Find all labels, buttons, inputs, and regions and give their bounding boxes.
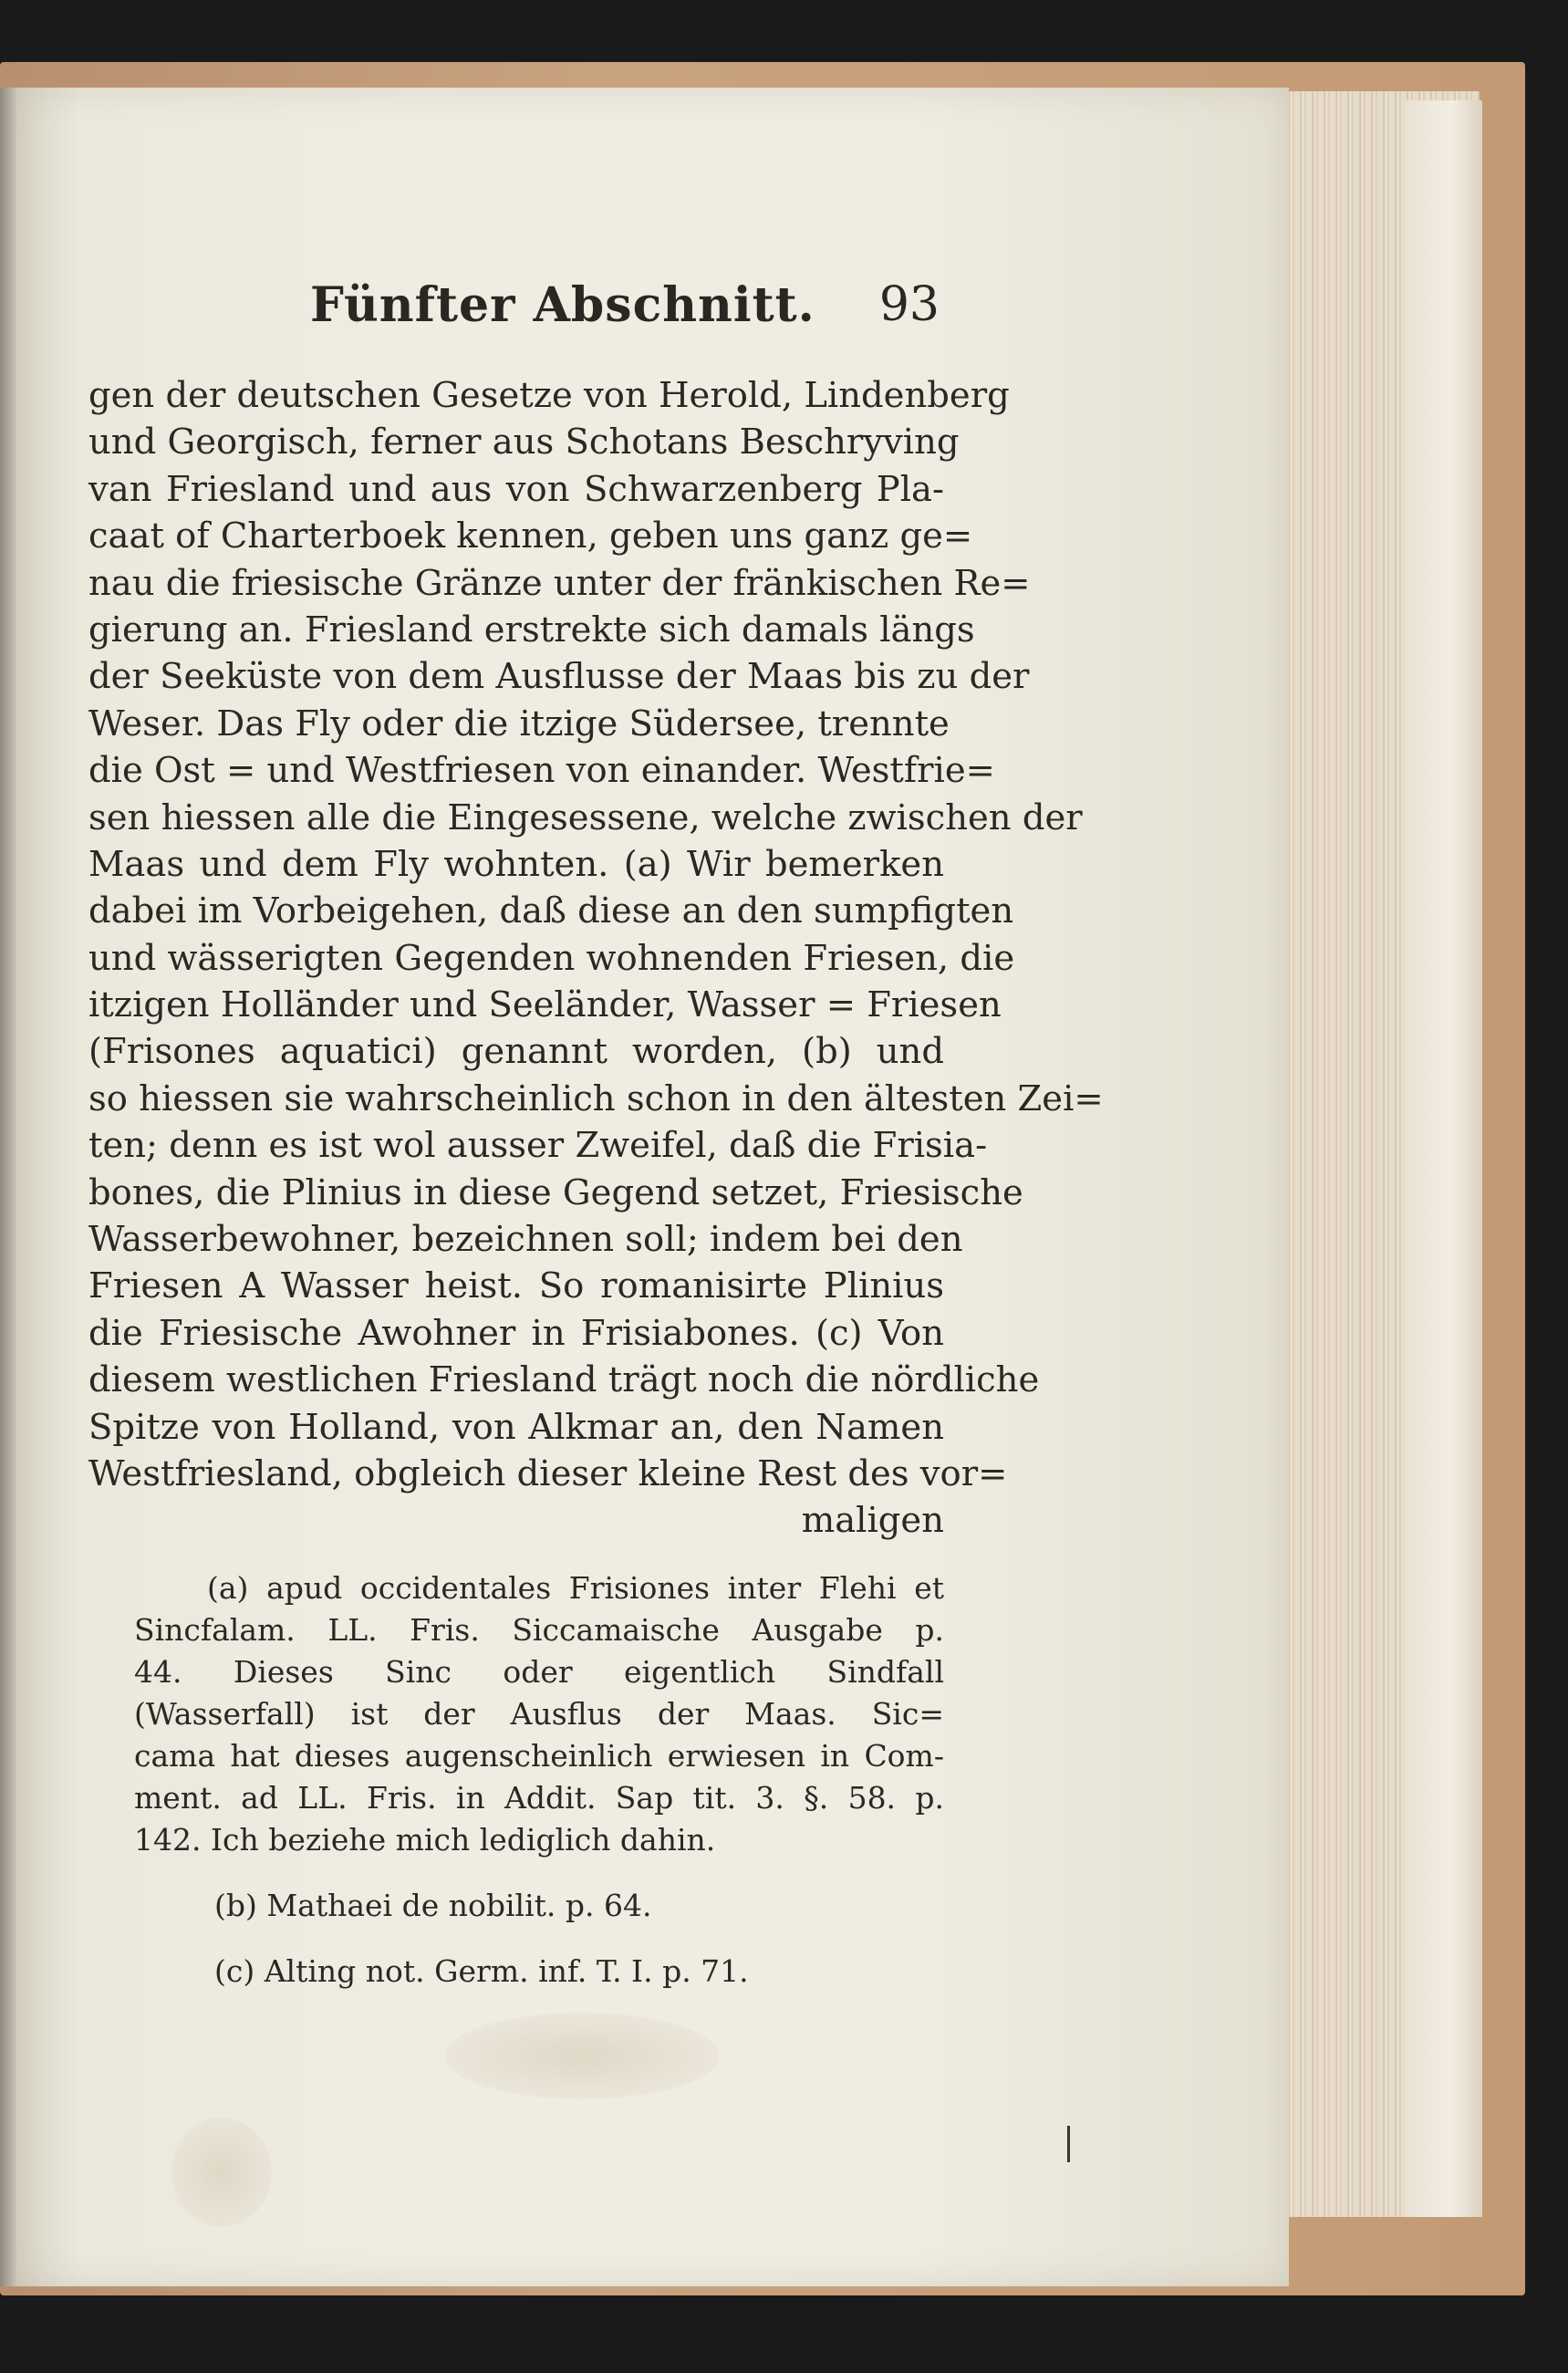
text-line: caat of Charterboek kennen, geben uns ganz ge= (88, 515, 973, 557)
text-line: die Ost = und Westfriesen von einander. Westfrie= (88, 750, 995, 792)
text-line: itzigen Holländer und Seeländer, Wasser = Friesen (88, 984, 1002, 1026)
footnote-line: cama hat dieses augenscheinlich erwiesen in Com- (134, 1738, 944, 1774)
text-line: dabei im Vorbeigehen, daß diese an den sumpfigten (88, 890, 1014, 932)
footnote-line: Sincfalam. LL. Fris. Siccamaische Ausgabe p. (134, 1612, 944, 1648)
text-line: Wasserbewohner, bezeichnen soll; indem bei den (88, 1219, 963, 1261)
text-line: (Frisones aquatici) genannt worden, (b) und (88, 1031, 944, 1073)
running-title: Fünfter Abschnitt. (310, 277, 815, 333)
paper-stain (445, 2013, 719, 2099)
body-text (88, 372, 1104, 1545)
footnote-line: 44. Dieses Sinc oder eigentlich Sindfall (134, 1654, 944, 1690)
text-line: der Seeküste von dem Ausflusse der Maas bis zu der (88, 656, 1030, 698)
text-line: sen hiessen alle die Eingesessene, welche zwischen der (88, 796, 1083, 838)
text-line: gierung an. Friesland erstrekte sich damals längs (88, 609, 975, 650)
footnote-line: ment. ad LL. Fris. in Addit. Sap tit. 3. §. 58. p. (134, 1780, 944, 1816)
text-line: Weser. Das Fly oder die itzige Südersee, trennte (88, 703, 950, 744)
text-line: Spitze von Holland, von Alkmar an, den Namen (88, 1406, 944, 1448)
footnote-a (134, 1567, 944, 1861)
paper-stain (171, 2118, 272, 2227)
text-line: und wässerigten Gegenden wohnenden Friesen, die (88, 937, 1015, 979)
footnote-line: (Wasserfall) ist der Ausflus der Maas. Sic= (134, 1696, 944, 1732)
text-line: Maas und dem Fly wohnten. (a) Wir bemerken (88, 843, 944, 885)
page-header (310, 277, 940, 359)
text-line: bones, die Plinius in diese Gegend setzet, Friesische (88, 1171, 1023, 1213)
text-line: ten; denn es ist wol ausser Zweifel, daß die Frisia- (88, 1125, 988, 1167)
facing-page-edge (0, 88, 16, 2286)
text-line: Friesen A Wasser heist. So romanisirte Plinius (88, 1265, 944, 1307)
footnote-c: (c) Alting not. Germ. inf. T. I. p. 71. (214, 1953, 749, 1989)
text-line: so hiessen sie wahrscheinlich schon in den ältesten Zei= (88, 1077, 1104, 1119)
footnote-line: (a) apud occidentales Frisiones inter Flehi et (207, 1570, 944, 1606)
footnotes (134, 1567, 944, 1993)
text-line: diesem westlichen Friesland trägt noch die nördliche (88, 1359, 1040, 1401)
pencil-mark (1067, 2126, 1070, 2162)
text-line: nau die friesische Gränze unter der fränkischen Re= (88, 562, 1031, 604)
page-edges-inner (1405, 100, 1482, 2217)
footnote-b: (b) Mathaei de nobilit. p. 64. (214, 1888, 652, 1923)
text-line: van Friesland und aus von Schwarzenberg Pla- (88, 468, 944, 510)
text-line: die Friesische Awohner in Frisiabones. (c) Von (88, 1312, 944, 1354)
text-line: und Georgisch, ferner aus Schotans Beschryving (88, 422, 960, 463)
footnote-line: 142. Ich beziehe mich lediglich dahin. (134, 1822, 716, 1858)
text-line: Westfriesland, obgleich dieser kleine Rest des vor= (88, 1452, 1008, 1494)
catchword: maligen (801, 1500, 944, 1542)
page-number: 93 (878, 277, 940, 332)
text-line: gen der deutschen Gesetze von Herold, Lindenberg (88, 375, 1010, 416)
